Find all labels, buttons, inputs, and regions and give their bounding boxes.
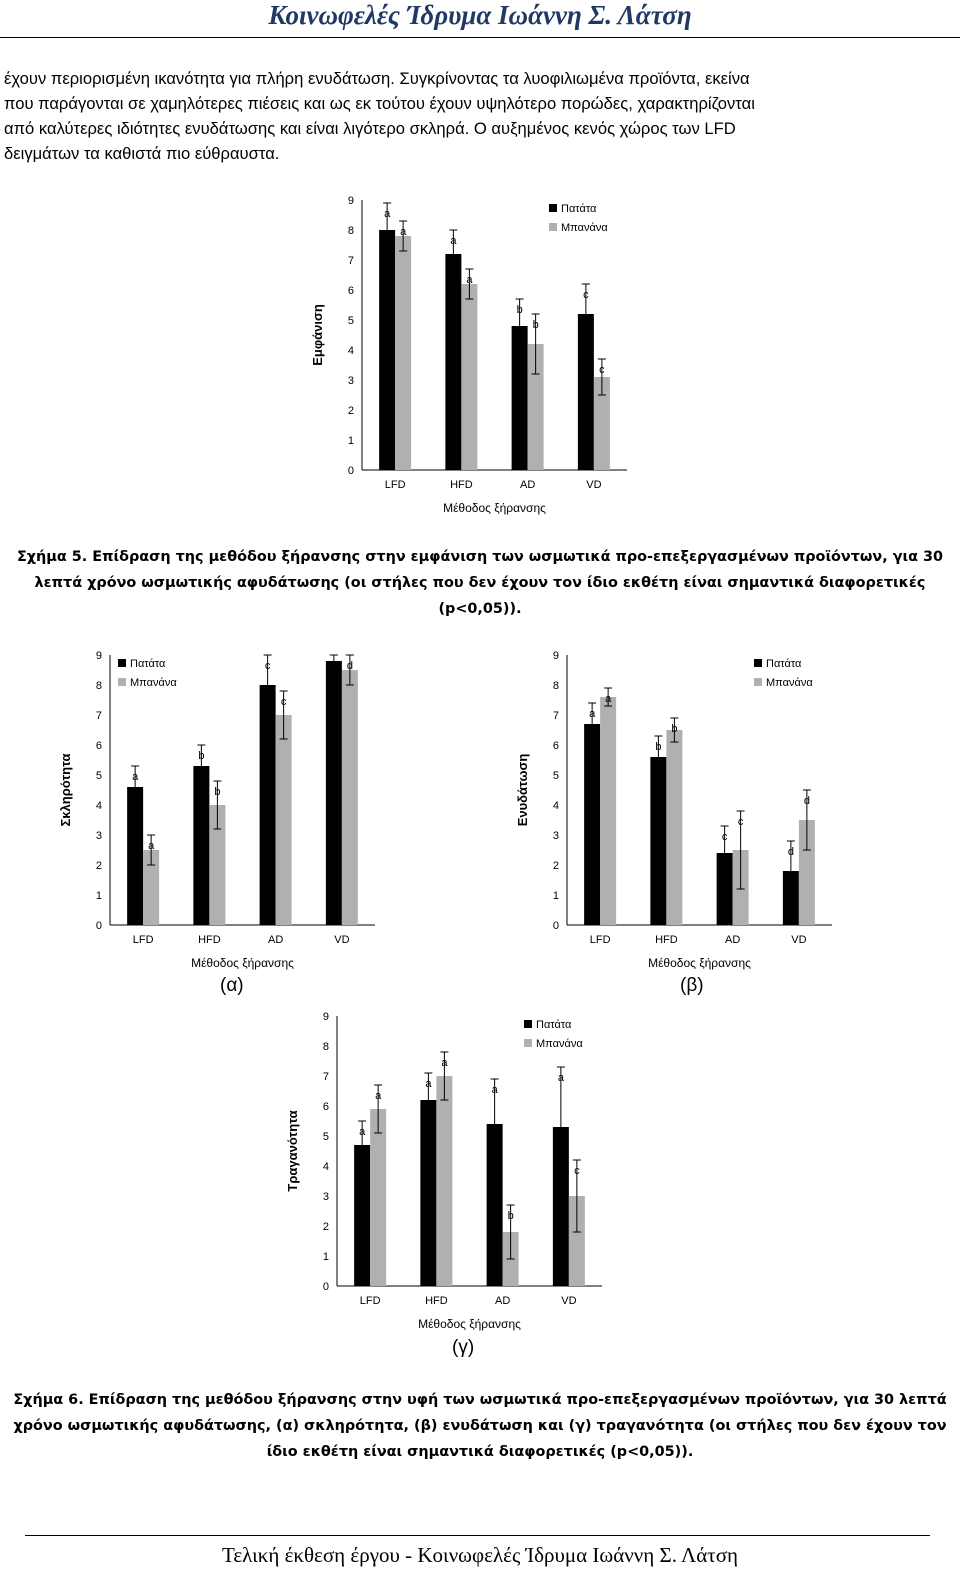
legend-swatch xyxy=(549,204,557,212)
y-tick-label: 9 xyxy=(552,650,559,662)
bar xyxy=(395,236,411,470)
caption-line: χρόνο ωσμωτικής αφυδάτωσης, (α) σκληρότητα, (β) ενυδάτωση και (γ) τραγανότητα (οι στήλες που δεν έχουν τον xyxy=(13,1418,947,1434)
bar xyxy=(445,254,461,470)
bar xyxy=(420,1100,436,1286)
y-tick-label: 1 xyxy=(347,435,354,447)
significance-letter: b xyxy=(655,741,662,753)
significance-letter: c xyxy=(264,660,271,672)
page-footer: Τελική έκθεση έργου - Κοινωφελές Ίδρυμα Ιωάννη Σ. Λάτση xyxy=(221,1543,739,1567)
legend-label: Μπανάνα xyxy=(561,222,608,234)
x-tick-label: LFD xyxy=(589,934,611,946)
significance-letter: c xyxy=(583,289,589,301)
significance-letter: a xyxy=(425,1078,432,1090)
crispness-chart xyxy=(275,1001,635,1336)
x-tick-label: HFD xyxy=(450,479,473,491)
panel-label-b: (β) xyxy=(680,975,704,996)
x-axis-label: Μέθοδος ξήρανσης xyxy=(418,1317,521,1331)
y-axis-label: Εμφάνιση xyxy=(310,304,325,366)
significance-letter: c xyxy=(599,364,605,376)
legend-swatch xyxy=(754,659,762,667)
legend-swatch xyxy=(118,659,126,667)
y-tick-label: 2 xyxy=(322,1221,329,1233)
significance-letter: d xyxy=(787,846,794,858)
bar xyxy=(193,766,209,925)
y-tick-label: 4 xyxy=(322,1161,329,1173)
y-tick-label: 6 xyxy=(552,740,559,752)
legend-label: Πατάτα xyxy=(130,658,166,670)
caption-line: Σχήμα 6. Επίδραση της μεθόδου ξήρανσης στην υφή των ωσμωτικά προ-επεξεργασμένων προϊόντων, για 30 λεπτά xyxy=(13,1392,947,1408)
y-tick-label: 7 xyxy=(347,255,354,267)
y-tick-label: 0 xyxy=(322,1281,329,1293)
paragraph-line: έχουν περιορισμένη ικανότητα για πλήρη ενυδάτωση. Συγκρίνοντας τα λυοφιλιωμένα προϊόντα, εκείνα xyxy=(4,69,750,88)
y-tick-label: 5 xyxy=(552,770,559,782)
significance-letter: a xyxy=(557,1072,564,1084)
figure5-caption xyxy=(6,544,954,622)
y-tick-label: 9 xyxy=(322,1011,329,1023)
y-tick-label: 7 xyxy=(552,710,559,722)
y-tick-label: 3 xyxy=(95,830,102,842)
significance-letter: c xyxy=(574,1165,580,1177)
significance-letter: a xyxy=(466,274,473,286)
significance-letter: c xyxy=(280,696,287,708)
significance-letter: c xyxy=(721,831,728,843)
rehydration-chart xyxy=(505,640,865,975)
y-tick-label: 8 xyxy=(95,680,102,692)
x-tick-label: VD xyxy=(334,934,350,946)
caption-line: ίδιο εκθέτη είναι σημαντικά διαφορετικές (p<0,05)). xyxy=(266,1444,694,1460)
significance-letter: d xyxy=(330,660,337,672)
y-tick-label: 1 xyxy=(552,890,559,902)
y-tick-label: 3 xyxy=(347,375,354,387)
y-tick-label: 0 xyxy=(552,920,559,932)
x-tick-label: HFD xyxy=(425,1295,448,1307)
bar xyxy=(600,697,616,925)
bar xyxy=(370,1109,386,1286)
y-axis-label: Ενυδάτωση xyxy=(515,753,530,827)
y-tick-label: 6 xyxy=(322,1101,329,1113)
y-tick-label: 4 xyxy=(347,345,354,357)
y-tick-label: 2 xyxy=(95,860,102,872)
x-tick-label: HFD xyxy=(655,934,678,946)
x-tick-label: LFD xyxy=(132,934,154,946)
x-tick-label: VD xyxy=(561,1295,577,1307)
y-tick-label: 2 xyxy=(347,405,354,417)
legend-label: Πατάτα xyxy=(561,203,597,215)
y-tick-label: 8 xyxy=(322,1041,329,1053)
y-tick-label: 5 xyxy=(95,770,102,782)
y-tick-label: 9 xyxy=(347,195,354,207)
significance-letter: a xyxy=(375,1090,382,1102)
x-tick-label: AD xyxy=(267,934,284,946)
y-tick-label: 6 xyxy=(95,740,102,752)
caption-line: (p<0,05)). xyxy=(438,601,522,617)
y-tick-label: 8 xyxy=(552,680,559,692)
x-tick-label: AD xyxy=(494,1295,511,1307)
page-header-title: Κοινωφελές Ίδρυμα Ιωάννη Σ. Λάτση xyxy=(268,0,692,30)
footer-divider xyxy=(25,1535,930,1536)
paragraph-line: από καλύτερες ιδιότητες ενυδάτωσης και είναι λιγότερο σκληρά. Ο αυξημένος κενός χώρος των LFD xyxy=(4,119,736,138)
y-tick-label: 4 xyxy=(552,800,559,812)
significance-letter: a xyxy=(359,1126,366,1138)
y-tick-label: 1 xyxy=(95,890,102,902)
y-tick-label: 7 xyxy=(322,1071,329,1083)
x-axis-label: Μέθοδος ξήρανσης xyxy=(191,956,294,970)
significance-letter: a xyxy=(441,1057,448,1069)
y-axis-label: Σκληρότητα xyxy=(58,753,73,827)
y-tick-label: 8 xyxy=(347,225,354,237)
significance-letter: b xyxy=(532,319,539,331)
y-tick-label: 3 xyxy=(322,1191,329,1203)
significance-letter: c xyxy=(737,816,744,828)
significance-letter: a xyxy=(605,693,612,705)
y-tick-label: 0 xyxy=(95,920,102,932)
caption-line: λεπτά χρόνο ωσμωτικής αφυδάτωσης (οι στήλες που δεν έχουν τον ίδιο εκθέτη είναι σημαντικά διαφορετικές xyxy=(34,575,926,591)
x-axis-label: Μέθοδος ξήρανσης xyxy=(443,501,546,515)
paragraph-line: δειγμάτων τα καθιστά πιο εύθραυστα. xyxy=(4,144,280,163)
legend-swatch xyxy=(549,223,557,231)
legend-label: Πατάτα xyxy=(536,1019,572,1031)
y-tick-label: 0 xyxy=(347,465,354,477)
significance-letter: b xyxy=(507,1210,514,1222)
x-tick-label: LFD xyxy=(384,479,406,491)
y-tick-label: 2 xyxy=(552,860,559,872)
bar xyxy=(436,1076,452,1286)
significance-letter: a xyxy=(491,1084,498,1096)
bar xyxy=(276,715,292,925)
legend-label: Μπανάνα xyxy=(536,1038,583,1050)
panel-label-a: (α) xyxy=(220,975,244,996)
caption-line: Σχήμα 5. Επίδραση της μεθόδου ξήρανσης στην εμφάνιση των ωσμωτικά προ-επεξεργασμένων προϊόντων, για 30 xyxy=(16,549,944,565)
bar xyxy=(260,685,276,925)
significance-letter: d xyxy=(346,660,353,672)
body-paragraph xyxy=(4,66,956,166)
y-tick-label: 6 xyxy=(347,285,354,297)
x-tick-label: VD xyxy=(586,479,602,491)
bar xyxy=(379,230,395,470)
legend-swatch xyxy=(524,1039,532,1047)
y-tick-label: 9 xyxy=(95,650,102,662)
significance-letter: a xyxy=(589,708,596,720)
y-tick-label: 5 xyxy=(347,315,354,327)
legend-label: Μπανάνα xyxy=(130,677,177,689)
x-tick-label: VD xyxy=(791,934,807,946)
bar xyxy=(342,670,358,925)
x-tick-label: AD xyxy=(724,934,741,946)
header-divider xyxy=(0,37,960,38)
significance-letter: a xyxy=(400,226,407,238)
significance-letter: b xyxy=(516,304,523,316)
significance-letter: a xyxy=(148,840,155,852)
paragraph-line: που παράγονται σε χαμηλότερες πιέσεις και ως εκ τούτου έχουν υψηλότερο πορώδες, χαρακτηρίζονται xyxy=(4,94,755,113)
appearance-chart xyxy=(300,185,640,520)
x-tick-label: LFD xyxy=(359,1295,381,1307)
figure6-caption xyxy=(6,1387,954,1465)
significance-letter: b xyxy=(198,750,205,762)
bar xyxy=(461,284,477,470)
significance-letter: d xyxy=(803,795,810,807)
bar xyxy=(650,757,666,925)
significance-letter: a xyxy=(384,208,391,220)
y-tick-label: 3 xyxy=(552,830,559,842)
y-tick-label: 4 xyxy=(95,800,102,812)
x-tick-label: AD xyxy=(519,479,536,491)
y-axis-label: Τραγανότητα xyxy=(285,1110,300,1192)
y-tick-label: 7 xyxy=(95,710,102,722)
hardness-chart xyxy=(48,640,408,975)
legend-label: Μπανάνα xyxy=(766,677,813,689)
significance-letter: a xyxy=(450,235,457,247)
x-axis-label: Μέθοδος ξήρανσης xyxy=(648,956,751,970)
panel-label-c: (γ) xyxy=(452,1337,475,1358)
x-tick-label: HFD xyxy=(198,934,221,946)
y-tick-label: 5 xyxy=(322,1131,329,1143)
legend-label: Πατάτα xyxy=(766,658,802,670)
bar xyxy=(666,730,682,925)
significance-letter: b xyxy=(214,786,221,798)
bar xyxy=(584,724,600,925)
bar xyxy=(326,661,342,925)
legend-swatch xyxy=(118,678,126,686)
significance-letter: b xyxy=(671,723,678,735)
legend-swatch xyxy=(524,1020,532,1028)
legend-swatch xyxy=(754,678,762,686)
y-tick-label: 1 xyxy=(322,1251,329,1263)
significance-letter: a xyxy=(132,771,139,783)
